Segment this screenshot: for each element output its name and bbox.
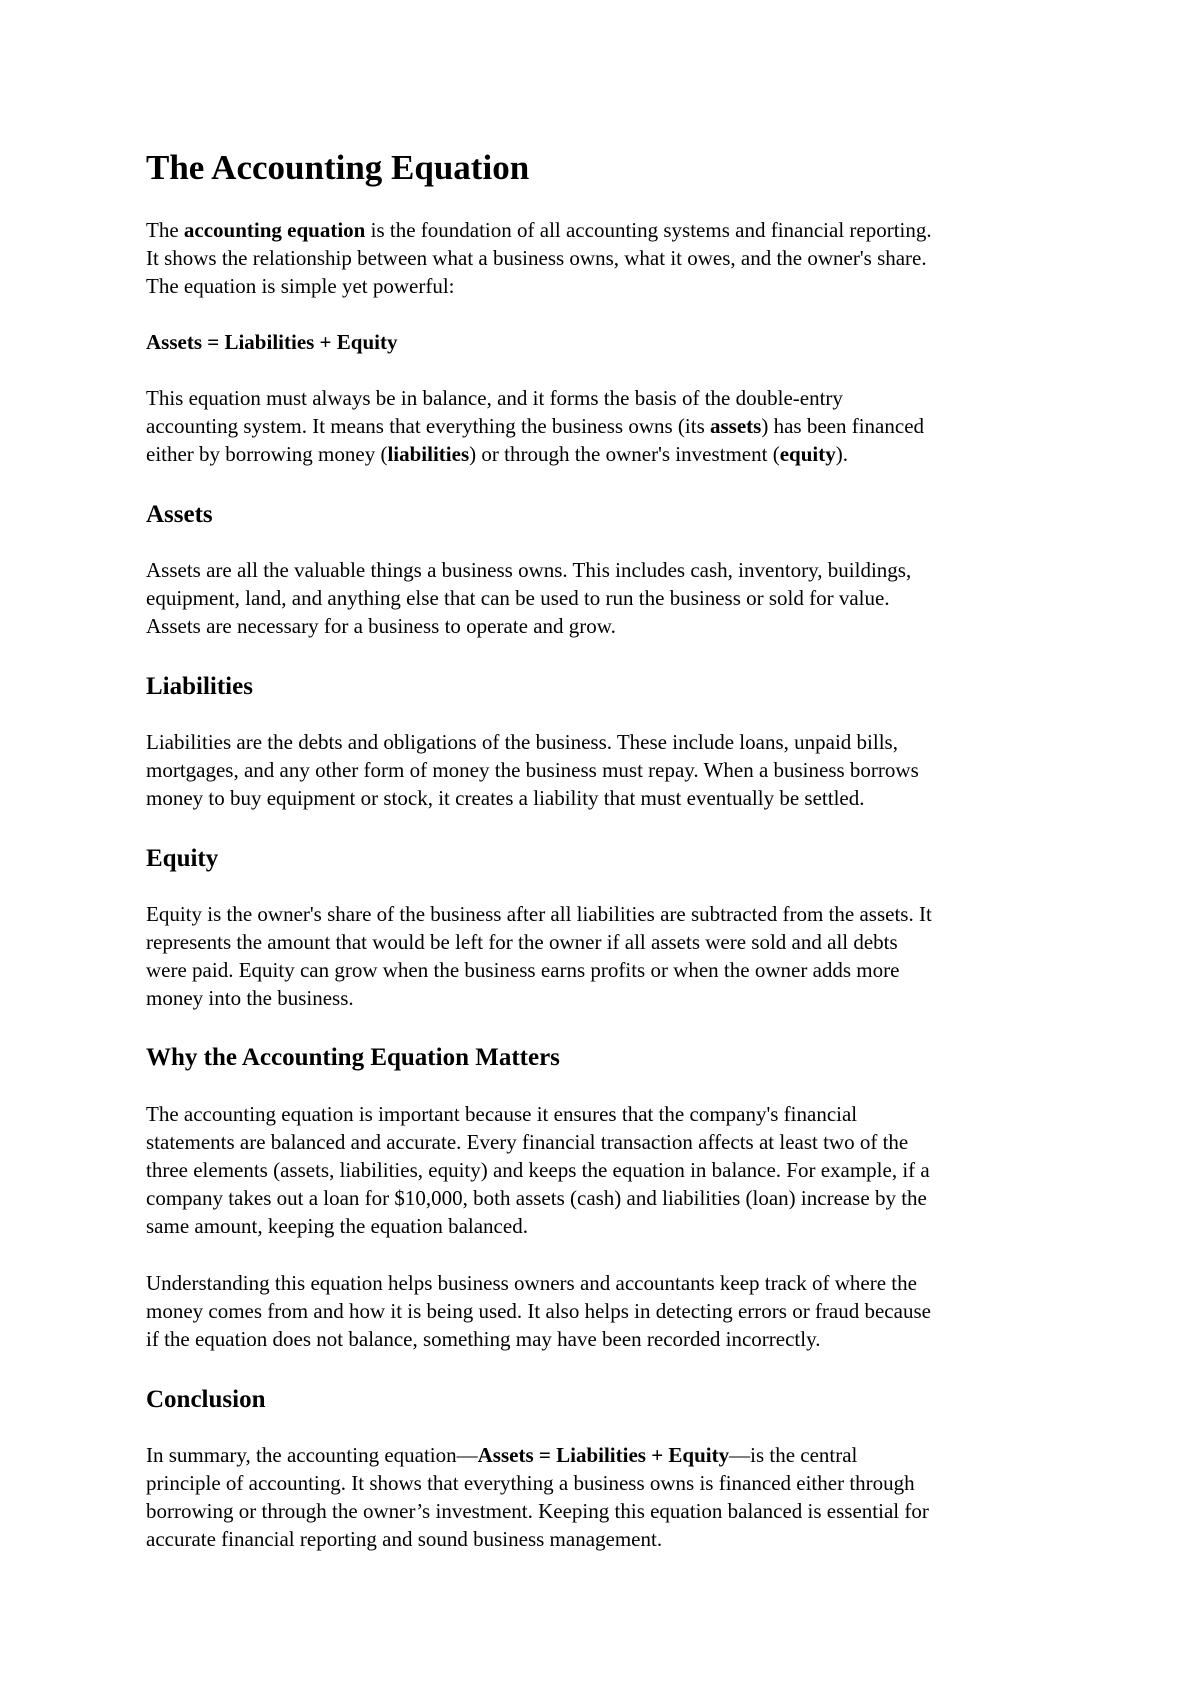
balance-paragraph: [146, 384, 1076, 468]
text-line: Assets are all the valuable things a business owns. This includes cash, inventory, buildings,: [146, 558, 912, 582]
assets-paragraph: [146, 556, 1076, 640]
text-line: same amount, keeping the equation balanced.: [146, 1214, 528, 1238]
text-line: represents the amount that would be left for the owner if all assets were sold and all debts: [146, 930, 898, 954]
text-line: borrowing or through the owner’s investment. Keeping this equation balanced is essential for: [146, 1499, 929, 1523]
text-line: The accounting equation is the foundation of all accounting systems and financial reporting.: [146, 218, 932, 242]
text-line: statements are balanced and accurate. Every financial transaction affects at least two of the: [146, 1130, 909, 1154]
section-heading-liabilities: Liabilities: [146, 673, 253, 700]
section-heading-why: Why the Accounting Equation Matters: [146, 1044, 560, 1071]
text-line: either by borrowing money (liabilities) or through the owner's investment (equity).: [146, 442, 848, 466]
why-paragraph-2: [146, 1269, 1076, 1353]
text-line: were paid. Equity can grow when the business earns profits or when the owner adds more: [146, 958, 900, 982]
bold-term: assets: [710, 414, 762, 438]
why-paragraph-1: [146, 1100, 1076, 1240]
text-line: accurate financial reporting and sound business management.: [146, 1527, 663, 1551]
text-line: principle of accounting. It shows that everything a business owns is financed either through: [146, 1471, 915, 1495]
conclusion-paragraph: [146, 1441, 1076, 1553]
text-line: In summary, the accounting equation—Assets = Liabilities + Equity—is the central: [146, 1443, 858, 1467]
bold-term: liabilities: [387, 442, 470, 466]
text-line: This equation must always be in balance, and it forms the basis of the double-entry: [146, 386, 843, 410]
text-line: equipment, land, and anything else that can be used to run the business or sold for value.: [146, 586, 890, 610]
section-heading-assets: Assets: [146, 501, 213, 528]
text-line: three elements (assets, liabilities, equity) and keeps the equation in balance. For example, if a: [146, 1158, 930, 1182]
bold-term: equity: [779, 442, 836, 466]
text-line: money into the business.: [146, 986, 354, 1010]
text-line: Assets are necessary for a business to operate and grow.: [146, 614, 616, 638]
text-line: money to buy equipment or stock, it creates a liability that must eventually be settled.: [146, 786, 865, 810]
text-line: The equation is simple yet powerful:: [146, 274, 455, 298]
section-heading-equity: Equity: [146, 845, 219, 872]
text-line: money comes from and how it is being used. It also helps in detecting errors or fraud because: [146, 1299, 931, 1323]
page-title: The Accounting Equation: [146, 148, 530, 187]
text-line: Equity is the owner's share of the business after all liabilities are subtracted from the assets. It: [146, 902, 932, 926]
bold-term: Assets = Liabilities + Equity: [477, 1443, 730, 1467]
liabilities-paragraph: [146, 728, 1076, 812]
bold-term: accounting equation: [183, 218, 366, 242]
text-line: Understanding this equation helps business owners and accountants keep track of where the: [146, 1271, 917, 1295]
equity-paragraph: [146, 900, 1076, 1012]
intro-paragraph: [146, 216, 1076, 300]
text-line: Liabilities are the debts and obligations of the business. These include loans, unpaid bills,: [146, 730, 898, 754]
equation-line: [146, 328, 1076, 356]
text-line: mortgages, and any other form of money the business must repay. When a business borrows: [146, 758, 919, 782]
text-line: accounting system. It means that everything the business owns (its assets) has been financed: [146, 414, 925, 438]
text-line: The accounting equation is important because it ensures that the company's financial: [146, 1102, 858, 1126]
section-heading-conclusion: Conclusion: [146, 1386, 266, 1413]
text-line: It shows the relationship between what a business owns, what it owes, and the owner's share.: [146, 246, 927, 270]
text-line: company takes out a loan for $10,000, both assets (cash) and liabilities (loan) increase by the: [146, 1186, 927, 1210]
equation-text: Assets = Liabilities + Equity: [146, 330, 398, 354]
text-line: if the equation does not balance, something may have been recorded incorrectly.: [146, 1327, 821, 1351]
